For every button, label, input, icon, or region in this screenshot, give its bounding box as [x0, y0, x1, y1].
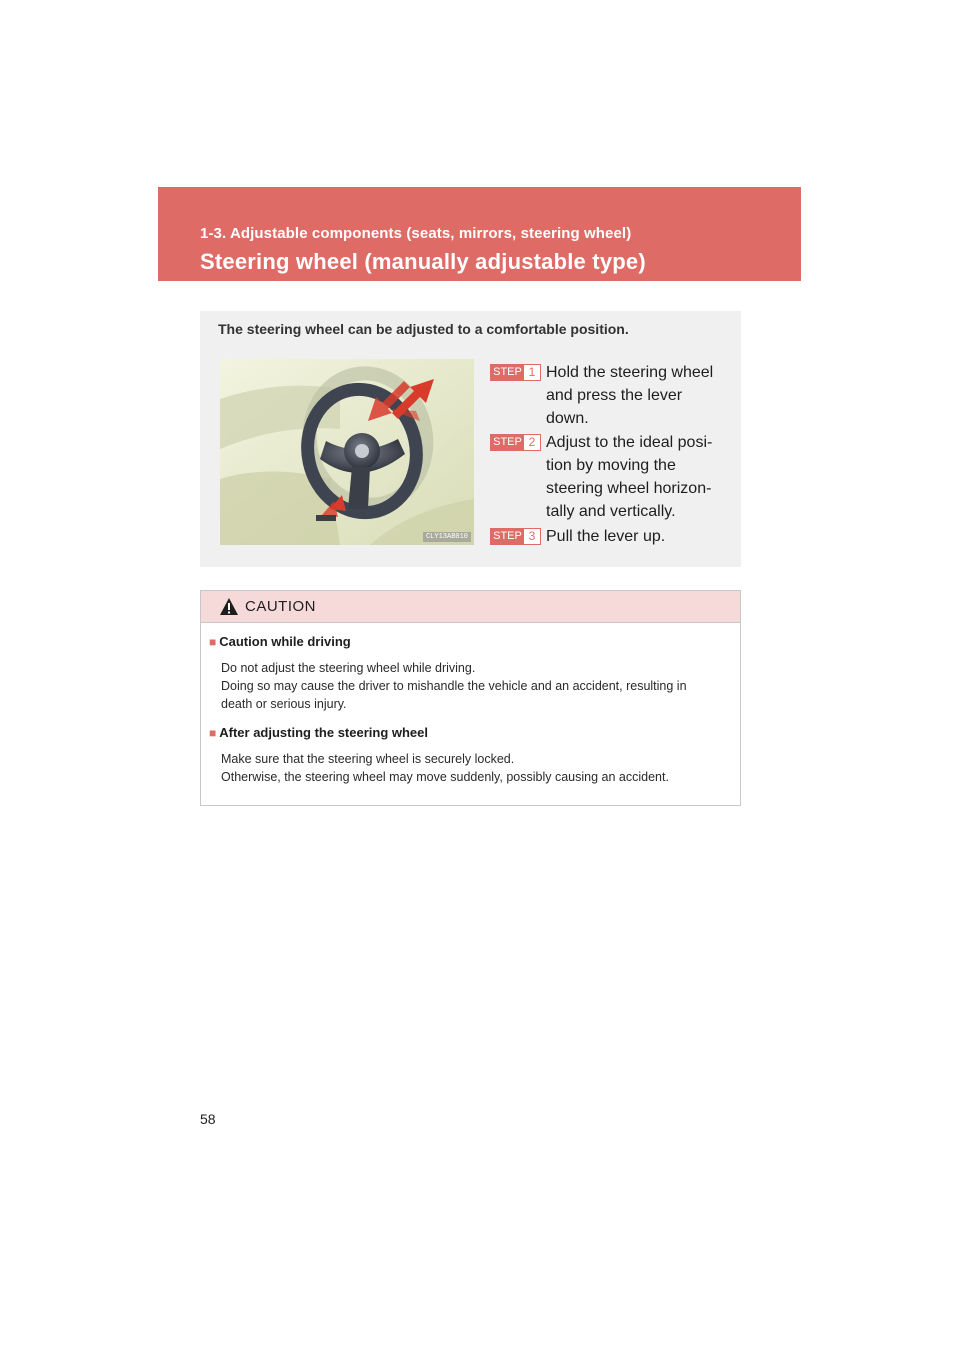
- caution-item-title: [209, 724, 734, 742]
- step-1: [490, 361, 718, 430]
- step-number: 3: [528, 529, 536, 543]
- caution-item-heading: Caution while driving: [219, 634, 351, 649]
- caution-item-title: [209, 633, 734, 651]
- page-number: 58: [200, 1111, 216, 1127]
- step-number: 1: [528, 365, 536, 379]
- square-bullet-icon: ■: [209, 635, 217, 649]
- step-line: and press the lever: [546, 387, 683, 404]
- caution-item: [209, 724, 734, 786]
- step-line: down.: [546, 410, 589, 427]
- intro-panel: [200, 311, 741, 567]
- caution-line: Otherwise, the steering wheel may move suddenly, possibly causing an accident.: [221, 770, 669, 784]
- step-line: Pull the lever up.: [546, 528, 666, 545]
- step-line: tion by moving the: [546, 457, 676, 474]
- image-code: CLY13AB010: [423, 532, 471, 542]
- step-word: STEP: [491, 435, 524, 450]
- caution-line: Doing so may cause the driver to mishandle the vehicle and an accident, resulting in: [221, 679, 687, 693]
- step-badge: [490, 528, 541, 545]
- step-text: [546, 431, 718, 523]
- step-line: Adjust to the ideal posi-: [546, 434, 713, 451]
- caution-item-body: [209, 750, 734, 786]
- step-line: Hold the steering wheel: [546, 364, 714, 381]
- caution-item-body: [209, 659, 734, 713]
- step-badge: [490, 364, 541, 381]
- intro-text: The steering wheel can be adjusted to a comfortable position.: [218, 321, 629, 337]
- caution-header: [201, 591, 740, 623]
- step-word: STEP: [491, 529, 524, 544]
- step-badge: [490, 434, 541, 451]
- step-word: STEP: [491, 365, 524, 380]
- step-2: [490, 431, 718, 523]
- step-3: [490, 525, 718, 548]
- square-bullet-icon: ■: [209, 726, 217, 740]
- steering-wheel-drawing: [220, 359, 474, 545]
- step-text: [546, 525, 718, 548]
- section-label: 1-3. Adjustable components (seats, mirrors, steering wheel): [200, 225, 632, 242]
- caution-item: [209, 633, 734, 713]
- step-line: tally and vertically.: [546, 503, 676, 520]
- caution-box: [200, 590, 741, 806]
- caution-line: Make sure that the steering wheel is securely locked.: [221, 752, 515, 766]
- chapter-header: [158, 187, 801, 281]
- step-line: steering wheel horizon-: [546, 480, 712, 497]
- step-text: [546, 361, 718, 430]
- caution-line: Do not adjust the steering wheel while driving.: [221, 661, 476, 675]
- caution-line: death or serious injury.: [221, 697, 347, 711]
- warning-triangle-icon: [219, 597, 239, 616]
- caution-title: CAUTION: [245, 598, 316, 615]
- page-title: Steering wheel (manually adjustable type): [200, 249, 646, 274]
- steering-wheel-illustration: [220, 359, 474, 545]
- step-number: 2: [528, 435, 536, 449]
- caution-item-heading: After adjusting the steering wheel: [219, 725, 429, 740]
